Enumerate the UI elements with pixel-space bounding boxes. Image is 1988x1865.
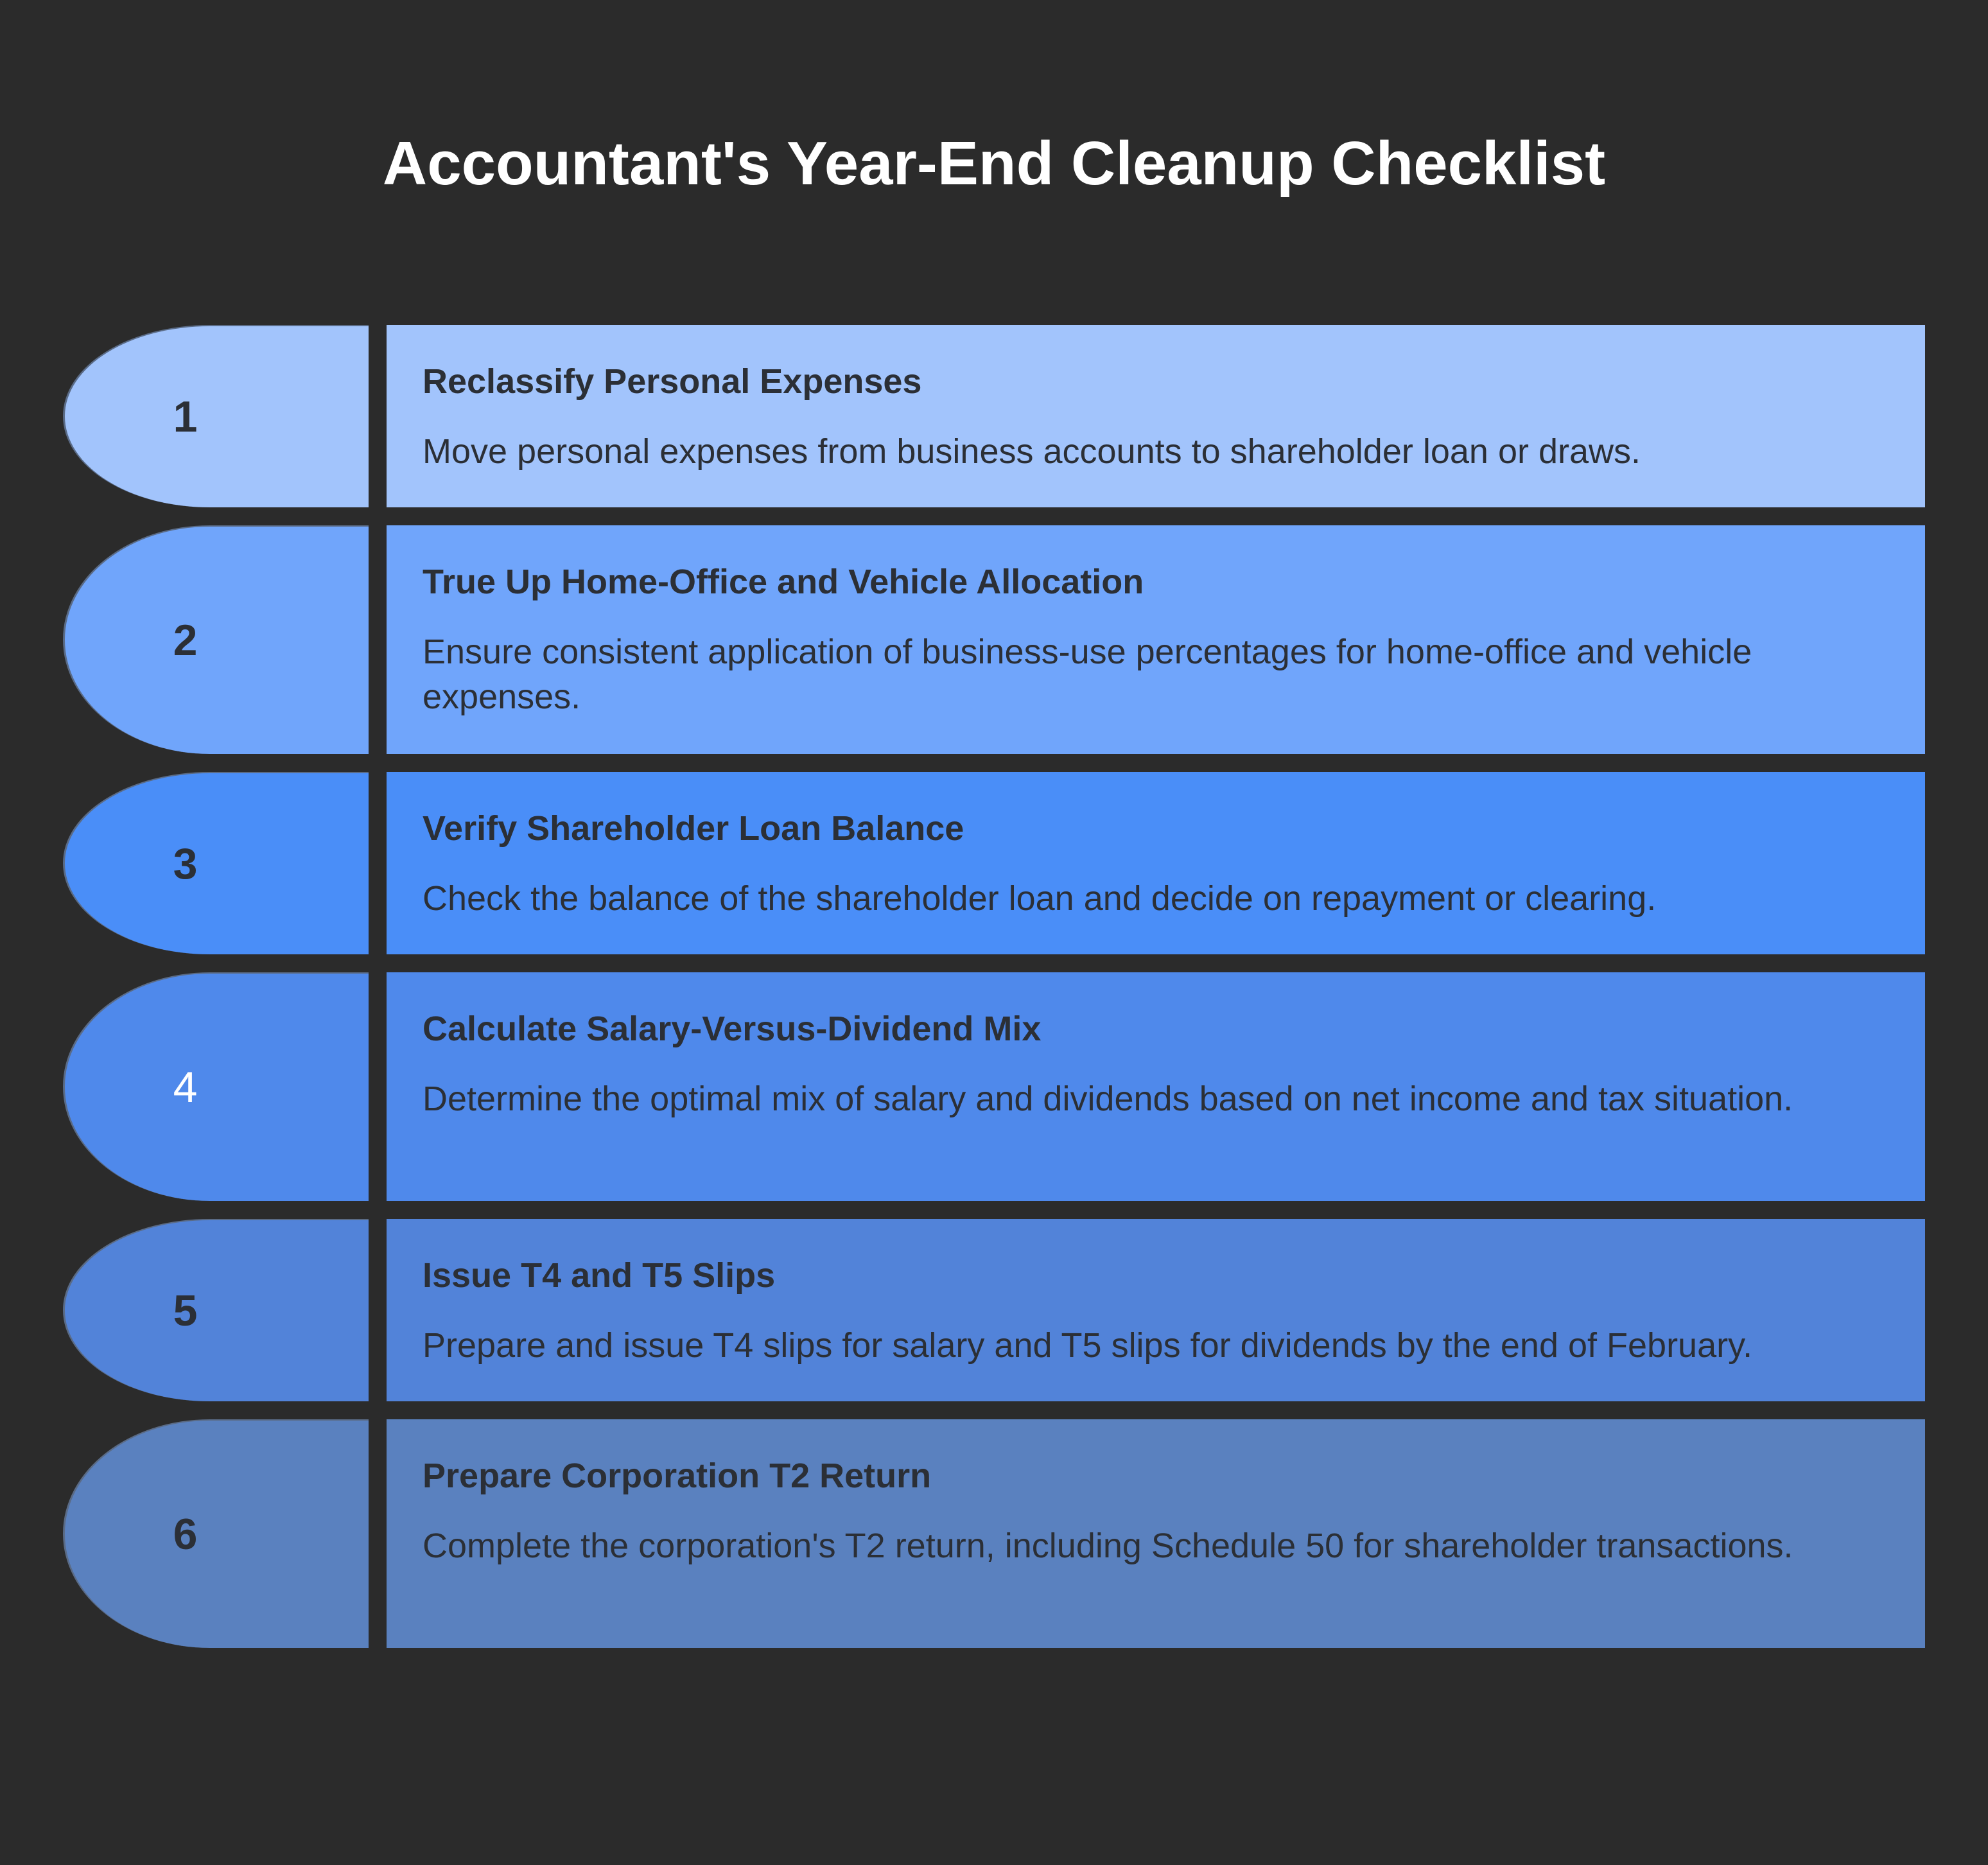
step-number: 4 (173, 1063, 198, 1112)
step-content-panel (387, 1219, 1925, 1401)
step-title: Reclassify Personal Expenses (423, 362, 922, 401)
step-description: Move personal expenses from business accounts to shareholder loan or draws. (423, 432, 1641, 471)
step-number-tab (63, 1219, 369, 1401)
step-number-tab (63, 772, 369, 954)
step-description: Ensure consistent application of business-use percentages for home-office and vehicle expenses. (423, 633, 1752, 716)
step-number: 5 (173, 1286, 198, 1335)
step-number-tab (63, 325, 369, 507)
step-title: Prepare Corporation T2 Return (423, 1457, 932, 1495)
step-number: 2 (173, 616, 198, 665)
checklist-step-5 (0, 1219, 1988, 1401)
step-number-tab (63, 525, 369, 754)
page-title: Accountant's Year-End Cleanup Checklist (382, 129, 1606, 198)
step-number: 3 (173, 839, 198, 888)
step-description: Determine the optimal mix of salary and dividends based on net income and tax situation. (423, 1080, 1793, 1118)
step-content-panel (387, 525, 1925, 754)
step-number-tab (63, 1419, 369, 1648)
step-description: Complete the corporation's T2 return, including Schedule 50 for shareholder transactions. (423, 1527, 1793, 1565)
step-content-panel (387, 772, 1925, 954)
step-content-panel (387, 1419, 1925, 1648)
checklist-step-4 (0, 972, 1988, 1201)
step-number-tab (63, 972, 369, 1201)
checklist-step-2 (0, 525, 1988, 754)
step-content-panel (387, 972, 1925, 1201)
checklist-step-6 (0, 1419, 1988, 1648)
step-title: Calculate Salary-Versus-Dividend Mix (423, 1010, 1042, 1048)
step-description: Check the balance of the shareholder loan and decide on repayment or clearing. (423, 879, 1657, 918)
step-number: 1 (173, 392, 198, 441)
checklist-step-3 (0, 772, 1988, 954)
step-description: Prepare and issue T4 slips for salary and T5 slips for dividends by the end of February. (423, 1326, 1753, 1365)
checklist-step-1 (0, 325, 1988, 507)
step-title: Issue T4 and T5 Slips (423, 1256, 776, 1295)
step-title: Verify Shareholder Loan Balance (423, 809, 964, 848)
step-content-panel (387, 325, 1925, 507)
step-title: True Up Home-Office and Vehicle Allocation (423, 563, 1144, 601)
step-number: 6 (173, 1510, 198, 1559)
